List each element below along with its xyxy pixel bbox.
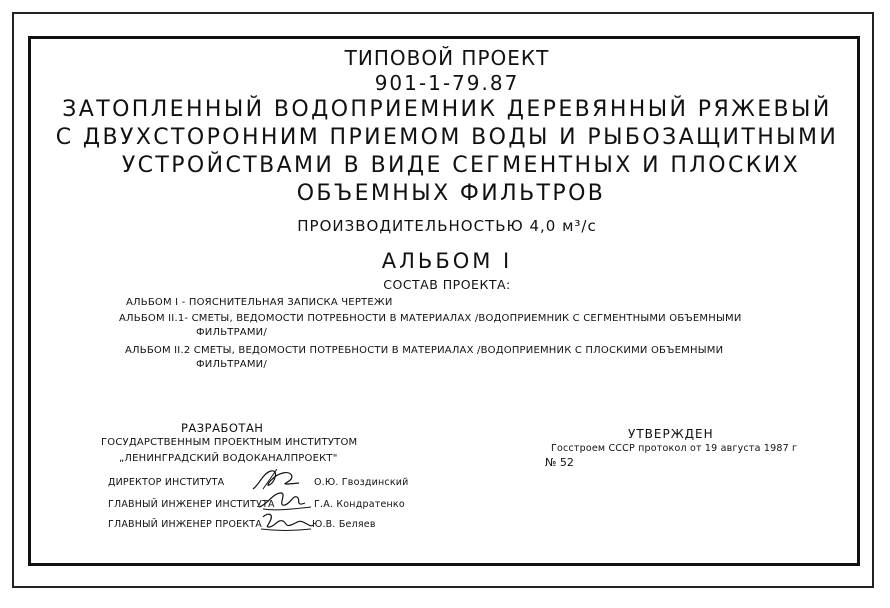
- director-role: ДИРЕКТОР ИНСТИТУТА: [108, 477, 225, 488]
- title-line-3: УСТРОЙСТВАМИ В ВИДЕ СЕГМЕНТНЫХ И ПЛОСКИХ: [121, 153, 801, 178]
- title-line-1: ЗАТОПЛЕННЫЙ ВОДОПРИЕМНИК ДЕРЕВЯННЫЙ РЯЖЕВЫЙ: [62, 97, 832, 122]
- title-line-2: С ДВУХСТОРОННИМ ПРИЕМОМ ВОДЫ И РЫБОЗАЩИТНЫМИ: [55, 125, 839, 150]
- chief-engineer-name: Г.А. Кондратенко: [314, 499, 405, 510]
- composition-line-2b: ФИЛЬТРАМИ/: [196, 327, 267, 338]
- approved-line-2: № 52: [545, 456, 574, 469]
- type-project-label: ТИПОВОЙ ПРОЕКТ: [344, 46, 550, 70]
- composition-line-1: АЛЬБОМ I - ПОЯСНИТЕЛЬНАЯ ЗАПИСКА ЧЕРТЕЖИ: [126, 297, 393, 308]
- approved-line-1: Госстроем СССР протокол от 19 августа 1987 г: [551, 443, 798, 454]
- approved-title: УТВЕРЖДЕН: [628, 427, 714, 441]
- title-sheet: [28, 36, 860, 566]
- director-name: О.Ю. Гвоздинский: [314, 477, 409, 488]
- developed-org-1: ГОСУДАРСТВЕННЫМ ПРОЕКТНЫМ ИНСТИТУТОМ: [101, 437, 358, 448]
- project-number: 901-1-79.87: [374, 71, 520, 95]
- project-engineer-signature: [259, 509, 315, 533]
- album-title: АЛЬБОМ I: [381, 249, 513, 273]
- composition-line-2: АЛЬБОМ II.1- СМЕТЫ, ВЕДОМОСТИ ПОТРЕБНОСТИ В МАТЕРИАЛАХ /ВОДОПРИЕМНИК С СЕГМЕНТНЫМИ ОБЪЕМНЫМИ: [119, 313, 742, 324]
- project-engineer-name: Ю.В. Беляев: [312, 519, 376, 530]
- capacity-text: ПРОИЗВОДИТЕЛЬНОСТЬЮ 4,0 м³/с: [297, 217, 597, 235]
- title-line-4: ОБЪЕМНЫХ ФИЛЬТРОВ: [296, 181, 606, 206]
- developed-org-2: „ЛЕНИНГРАДСКИЙ ВОДОКАНАЛПРОЕКТ": [119, 453, 338, 464]
- composition-title: СОСТАВ ПРОЕКТА:: [383, 277, 511, 292]
- developed-title: РАЗРАБОТАН: [181, 421, 264, 435]
- composition-line-3b: ФИЛЬТРАМИ/: [196, 359, 267, 370]
- chief-engineer-role: ГЛАВНЫЙ ИНЖЕНЕР ИНСТИТУТА: [108, 499, 275, 510]
- project-engineer-role: ГЛАВНЫЙ ИНЖЕНЕР ПРОЕКТА: [108, 519, 262, 530]
- composition-line-3: АЛЬБОМ II.2 СМЕТЫ, ВЕДОМОСТИ ПОТРЕБНОСТИ В МАТЕРИАЛАХ /ВОДОПРИЕМНИК С ПЛОСКИМИ ОБЪЕМНЫМИ: [125, 345, 724, 356]
